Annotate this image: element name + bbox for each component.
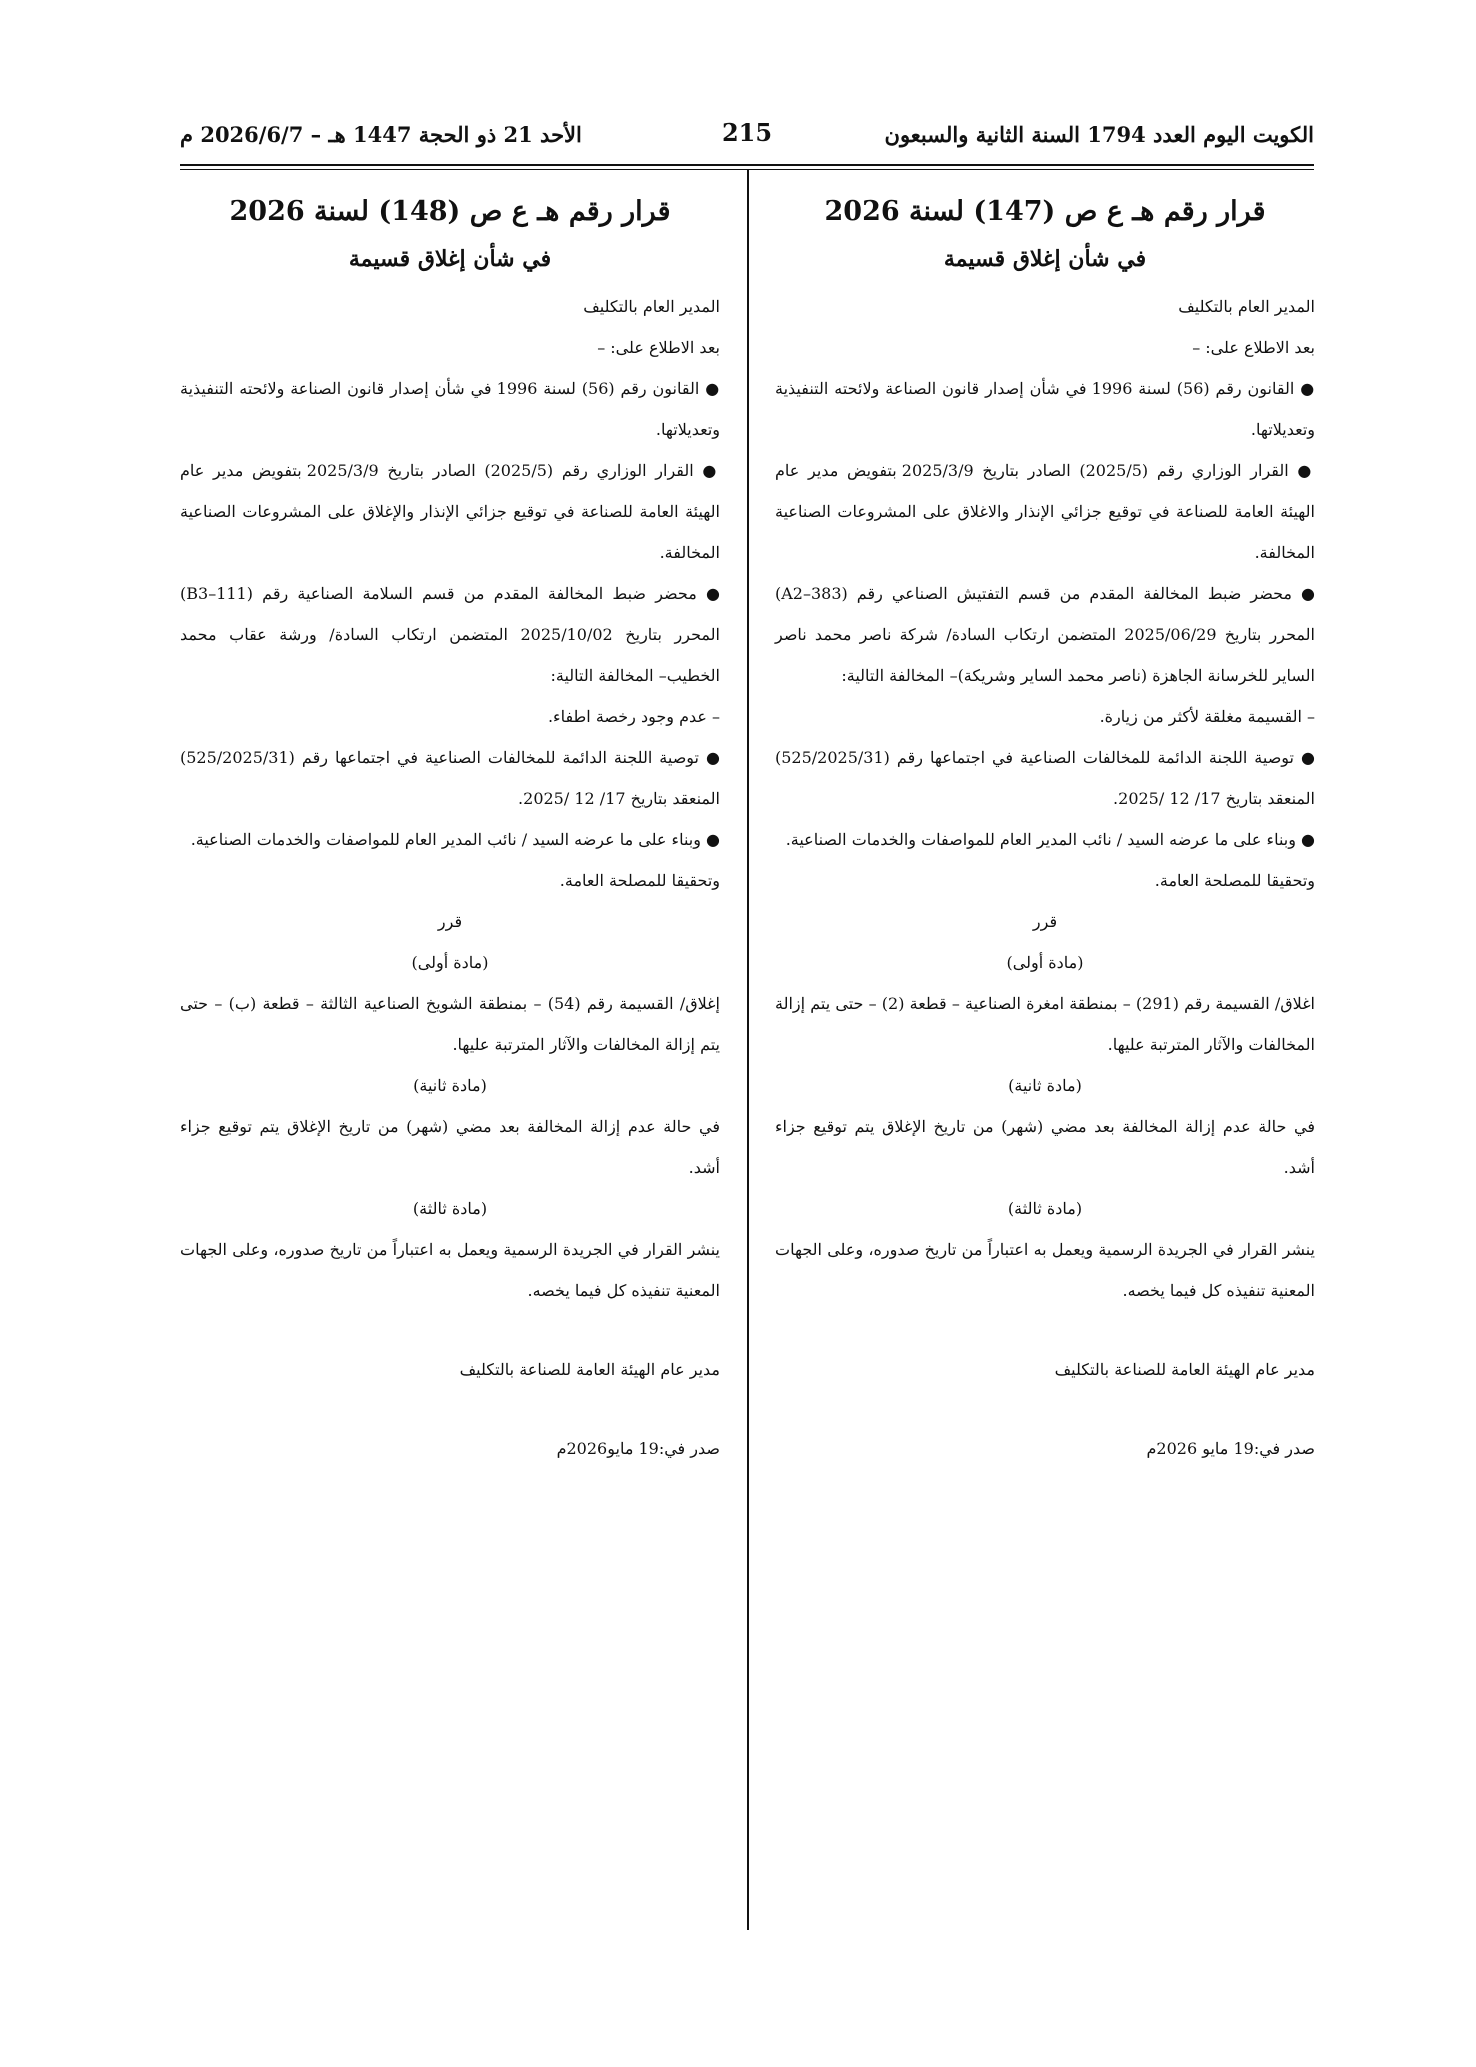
article2-title: (مادة ثانية)	[1008, 1076, 1082, 1095]
violation-report: ● محضر ضبط المخالفة المقدم من قسم السلامة الصناعية رقم (B3–111) المحرر بتاريخ 2025/10/02 المتضمن ارتكاب السادة/ ورشة عقاب محمد الخطيب– المخالفة التالية:	[180, 584, 720, 685]
article2-text: في حالة عدم إزالة المخالفة بعد مضي (شهر) من تاريخ الإغلاق يتم توقيع جزاء أشد.	[180, 1117, 720, 1177]
after-review: بعد الاطلاع على: –	[1192, 338, 1315, 357]
article3-title: (مادة ثالثة)	[412, 1199, 488, 1218]
violation-item: – عدم وجود رخصة اطفاء.	[547, 707, 720, 726]
decision-147	[775, 180, 1315, 1469]
law-reference: ● القانون رقم (56) لسنة 1996 في شأن إصدار قانون الصناعة ولائحته التنفيذية وتعديلاتها.	[775, 379, 1315, 439]
ministerial-decision: ● القرار الوزاري رقم (2025/5) الصادر بتاريخ 2025/3/9 بتفويض مدير عام الهيئة العامة للصناعة في توقيع جزائي الإنذار والإغلاق على المشروعات الصناعية المخالفة.	[180, 461, 720, 562]
page-header	[180, 118, 1314, 154]
decision-subtitle: في شأن إغلاق قسيمة	[348, 246, 552, 272]
page-number: 215	[721, 118, 773, 147]
issued-date: صدر في:19 مايو2026م	[556, 1439, 720, 1458]
public-interest: وتحقيقا للمصلحة العامة.	[1154, 871, 1315, 890]
signature: مدير عام الهيئة العامة للصناعة بالتكليف	[459, 1360, 720, 1379]
committee-recommendation: ● توصية اللجنة الدائمة للمخالفات الصناعية في اجتماعها رقم (525/2025/31) المنعقد بتاريخ 17/ 12 /2025.	[775, 748, 1315, 808]
public-interest: وتحقيقا للمصلحة العامة.	[559, 871, 720, 890]
article3-text: ينشر القرار في الجريدة الرسمية ويعمل به اعتباراً من تاريخ صدوره، وعلى الجهات المعنية تنفيذه كل فيما يخصه.	[775, 1240, 1315, 1300]
after-review: بعد الاطلاع على: –	[597, 338, 720, 357]
article1-text: اغلاق/ القسيمة رقم (291) – بمنطقة امغرة الصناعية – قطعة (2) – حتى يتم إزالة المخالفات والآثار المترتبة عليها.	[775, 994, 1315, 1054]
article3-text: ينشر القرار في الجريدة الرسمية ويعمل به اعتباراً من تاريخ صدوره، وعلى الجهات المعنية تنفيذه كل فيما يخصه.	[180, 1240, 720, 1300]
decided-heading: قرر	[1032, 912, 1058, 931]
article1-text: إغلاق/ القسيمة رقم (54) – بمنطقة الشويخ الصناعية الثالثة – قطعة (ب) – حتى يتم إزالة المخالفات والآثار المترتبة عليها.	[180, 994, 720, 1054]
header-rule-thick	[180, 164, 1314, 166]
article1-title: (مادة أولى)	[1006, 953, 1084, 972]
proposal: ● وبناء على ما عرضه السيد / نائب المدير العام للمواصفات والخدمات الصناعية.	[190, 830, 720, 849]
ministerial-decision: ● القرار الوزاري رقم (2025/5) الصادر بتاريخ 2025/3/9 بتفويض مدير عام الهيئة العامة للصناعة في توقيع جزائي الإنذار والاغلاق على المشروعات الصناعية المخالفة.	[775, 461, 1315, 562]
decided-heading: قرر	[437, 912, 463, 931]
decision-title: قرار رقم هـ ع ص (148) لسنة 2026	[229, 196, 671, 227]
decision-title: قرار رقم هـ ع ص (147) لسنة 2026	[824, 196, 1266, 227]
director-line: المدير العام بالتكليف	[583, 297, 720, 316]
issued-date: صدر في:19 مايو 2026م	[1146, 1439, 1315, 1458]
header-date: الأحد 21 ذو الحجة 1447 هـ – 2026/6/7 م	[180, 122, 582, 147]
director-line: المدير العام بالتكليف	[1178, 297, 1315, 316]
article2-title: (مادة ثانية)	[413, 1076, 487, 1095]
column-divider	[747, 170, 749, 1930]
article2-text: في حالة عدم إزالة المخالفة بعد مضي (شهر) من تاريخ الإغلاق يتم توقيع جزاء أشد.	[775, 1117, 1315, 1177]
proposal: ● وبناء على ما عرضه السيد / نائب المدير العام للمواصفات والخدمات الصناعية.	[785, 830, 1315, 849]
header-issue-info: الكويت اليوم العدد 1794 السنة الثانية والسبعون	[884, 122, 1314, 147]
article1-title: (مادة أولى)	[411, 953, 489, 972]
article3-title: (مادة ثالثة)	[1007, 1199, 1083, 1218]
decision-subtitle: في شأن إغلاق قسيمة	[943, 246, 1147, 272]
violation-report: ● محضر ضبط المخالفة المقدم من قسم التفتيش الصناعي رقم (A2–383) المحرر بتاريخ 2025/06/29 المتضمن ارتكاب السادة/ شركة ناصر محمد ناصر الساير للخرسانة الجاهزة (ناصر محمد الساير وشريكة)– المخالفة التالية:	[775, 584, 1316, 685]
decision-148	[180, 180, 720, 1469]
signature: مدير عام الهيئة العامة للصناعة بالتكليف	[1054, 1360, 1315, 1379]
law-reference: ● القانون رقم (56) لسنة 1996 في شأن إصدار قانون الصناعة ولائحته التنفيذية وتعديلاتها.	[180, 379, 720, 439]
committee-recommendation: ● توصية اللجنة الدائمة للمخالفات الصناعية في اجتماعها رقم (525/2025/31) المنعقد بتاريخ 17/ 12 /2025.	[180, 748, 720, 808]
violation-item: – القسيمة مغلقة لأكثر من زيارة.	[1099, 707, 1315, 726]
